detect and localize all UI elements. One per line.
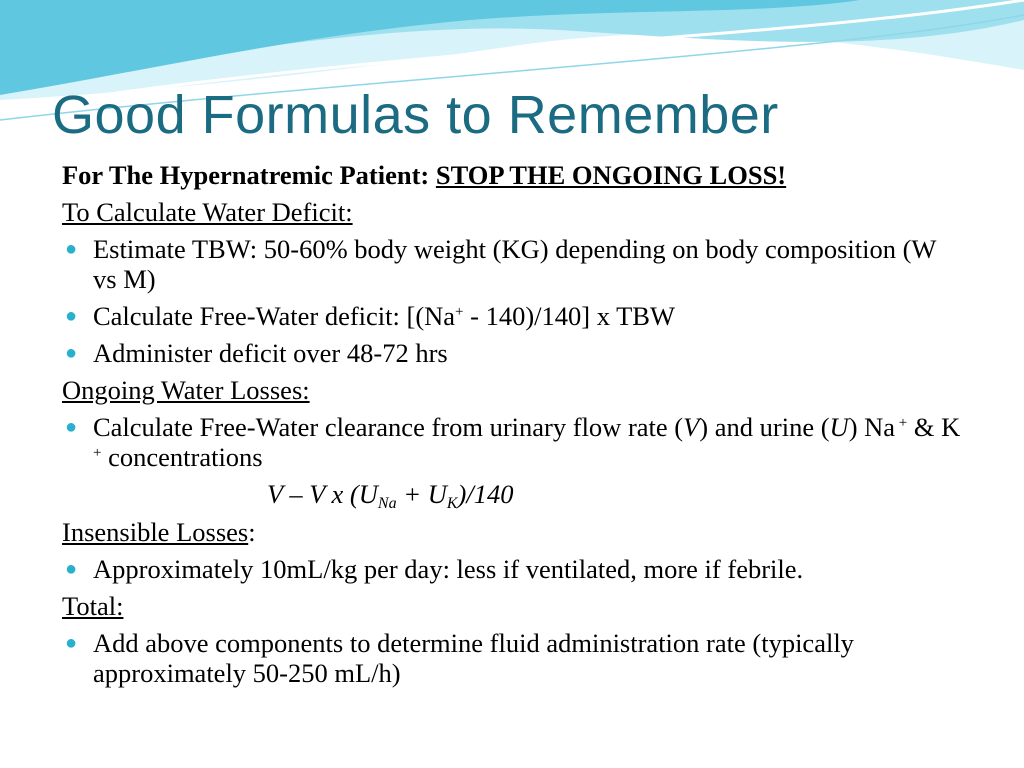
- formula-sub-k: K: [446, 495, 458, 512]
- deficit-formula-post: - 140)/140] x TBW: [463, 301, 675, 331]
- tbw-estimate-text: Estimate TBW: 50-60% body weight (KG) depending on body composition (W vs M): [93, 234, 936, 294]
- intro-lead: For The Hypernatremic Patient:: [62, 160, 430, 190]
- clearance-formula: [62, 479, 962, 512]
- insensible-heading: Insensible Losses: [62, 517, 249, 547]
- bullet-icon: ●: [65, 558, 78, 580]
- water-deficit-heading: To Calculate Water Deficit:: [62, 197, 353, 227]
- sodium-charge: +: [455, 304, 464, 320]
- clearance-var-v: V: [683, 412, 700, 442]
- clearance-text-b: ) and urine (: [699, 412, 830, 442]
- bullet-icon: ●: [65, 632, 78, 654]
- bullet-icon: ●: [65, 416, 78, 438]
- insensible-text: Approximately 10mL/kg per day: less if ventilated, more if febrile.: [93, 554, 804, 584]
- list-item: [62, 628, 962, 688]
- potassium-charge: +: [93, 445, 102, 461]
- list-item: [62, 338, 962, 368]
- insensible-colon: :: [248, 517, 256, 547]
- slide-title: Good Formulas to Remember: [52, 85, 779, 145]
- total-heading: Total:: [62, 591, 124, 621]
- clearance-text-a: Calculate Free-Water clearance from urinary flow rate (: [93, 412, 684, 442]
- formula-part-b: + U: [396, 479, 447, 509]
- insensible-heading-line: [62, 517, 962, 547]
- deficit-formula-pre: Calculate Free-Water deficit: [(Na: [93, 301, 456, 331]
- administer-text: Administer deficit over 48-72 hrs: [93, 338, 448, 368]
- list-item: [62, 234, 962, 294]
- total-text: Add above components to determine fluid administration rate (typically approximately 50-250 mL/h): [93, 628, 854, 688]
- formula-sub-na: Na: [377, 495, 397, 512]
- list-item: [62, 301, 962, 331]
- bullet-icon: ●: [65, 342, 78, 364]
- clearance-var-u: U: [829, 412, 849, 442]
- intro-emphasis: STOP THE ONGOING LOSS!: [435, 160, 787, 190]
- bullet-icon: ●: [65, 305, 78, 327]
- slide-body: [62, 160, 962, 695]
- bullet-icon: ●: [65, 238, 78, 260]
- ongoing-losses-heading: Ongoing Water Losses:: [62, 375, 310, 405]
- sodium-charge: +: [895, 415, 908, 431]
- formula-part-c: )/140: [457, 479, 514, 509]
- list-item: [62, 412, 962, 472]
- clearance-text-c: ) Na: [848, 412, 896, 442]
- formula-part-a: V – V x (U: [267, 479, 378, 509]
- intro-line: [62, 160, 962, 190]
- clearance-text-d: & K: [907, 412, 961, 442]
- list-item: [62, 554, 962, 584]
- clearance-text-e: concentrations: [101, 442, 263, 472]
